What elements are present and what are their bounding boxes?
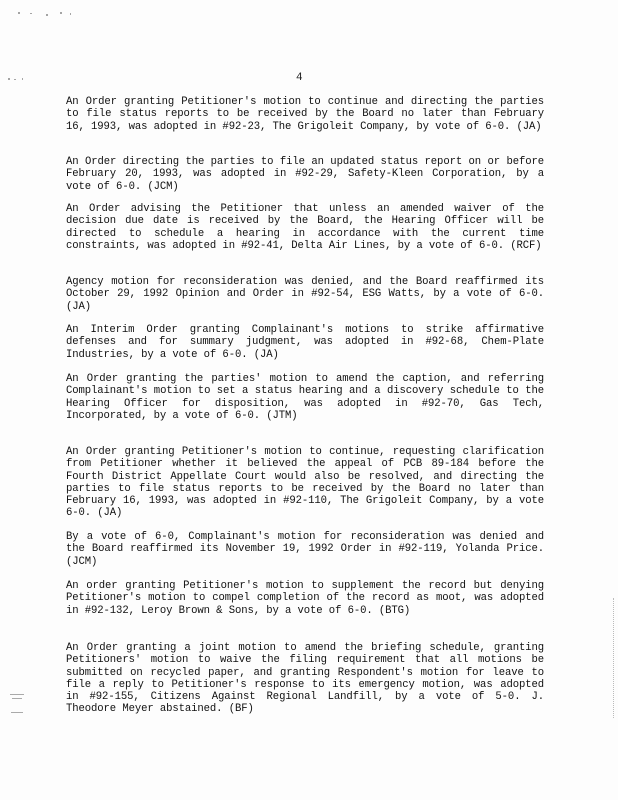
order-entry-92-23: An Order granting Petitioner's motion to continue and directing the parties to file status reports to be received by the Board no later than February 16, 1993, was adopted in #92-23, The Grigoleit Company, by vote of 6-0. (JA) (66, 96, 544, 133)
scan-speck (46, 14, 48, 16)
scan-speck (30, 13, 32, 14)
order-entry-92-119: By a vote of 6-0, Complainant's motion for reconsideration was denied and the Board reaffirmed its November 19, 1992 Order in #92-119, Yolanda Price. (JCM) (66, 531, 544, 568)
order-entry-92-110: An Order granting Petitioner's motion to continue, requesting clarification from Petitioner whether it believed the appeal of PCB 89-184 before the Fourth District Appellate Court would also be resolved, and directing the parties to file status reports to be received by the Board no later than February 16, 1993, was adopted in #92-110, The Grigoleit Company, by a vote 6-0. (JA) (66, 446, 544, 520)
order-entry-92-70: An Order granting the parties' motion to amend the caption, and referring Complainant's motion to set a status hearing and a discovery schedule to the Hearing Officer for disposition, was adopted in #92-70, Gas Tech, Incorporated, by a vote of 6-0. (JTM) (66, 373, 544, 422)
scan-edge-dots (612, 598, 614, 718)
page-number: 4 (296, 72, 303, 84)
order-entry-92-29: An Order directing the parties to file an updated status report on or before February 20, 1993, was adopted in #92-29, Safety-Kleen Corporation, by a vote of 6-0. (JCM) (66, 156, 544, 193)
order-entry-92-132: An order granting Petitioner's motion to supplement the record but denying Petitioner's motion to compel completion of the record as moot, was adopted in #92-132, Leroy Brown & Sons, by a vote of 6-0. (BTG) (66, 580, 544, 617)
scan-speck (8, 78, 10, 80)
order-entry-92-68: An Interim Order granting Complainant's motions to strike affirmative defenses and for summary judgment, was adopted in #92-68, Chem-Plate Industries, by a vote of 6-0. (JA) (66, 324, 544, 361)
scan-speck (60, 12, 62, 14)
scan-speck (18, 12, 20, 14)
scan-speck (10, 694, 24, 695)
scan-speck (12, 698, 22, 699)
order-entry-92-54: Agency motion for reconsideration was denied, and the Board reaffirmed its October 29, 1992 Opinion and Order in #92-54, ESG Watts, by a vote of 6-0. (JA) (66, 276, 544, 313)
scan-speck (22, 78, 23, 80)
order-entry-92-155: An Order granting a joint motion to amend the briefing schedule, granting Petitioners' motion to waive the filing requirement that all motions be submitted on recycled paper, and granting Respondent's motion for leave to file a reply to Petitioner's response to its emergency motion, was adopted in #92-155, Citizens Against Regional Landfill, by a vote of 5-0. J. Theodore Meyer abstained. (BF) (66, 642, 544, 716)
scan-speck (11, 712, 23, 713)
scan-speck (14, 79, 16, 80)
order-entry-92-41: An Order advising the Petitioner that unless an amended waiver of the decision due date is received by the Board, the Hearing Officer will be directed to schedule a hearing in accordance with the current time constraints, was adopted in #92-41, Delta Air Lines, by a vote of 6-0. (RCF) (66, 203, 544, 252)
scan-speck (70, 13, 71, 15)
